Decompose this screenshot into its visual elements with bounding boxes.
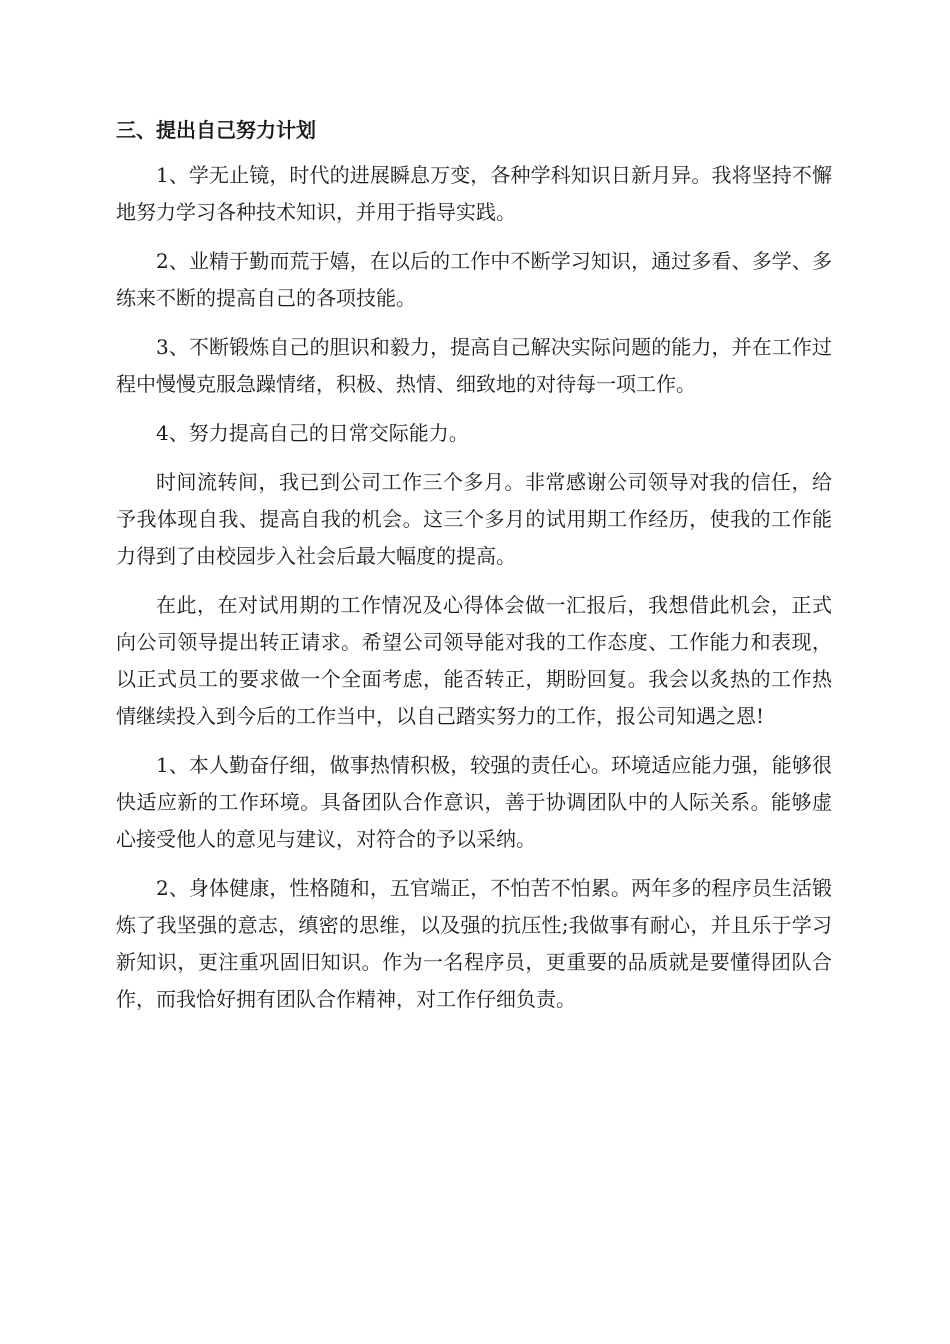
- paragraph-reflection: 时间流转间，我已到公司工作三个多月。非常感谢公司领导对我的信任，给予我体现自我、提高自我的机会。这三个多月的试用期工作经历，使我的工作能力得到了由校园步入社会后最大幅度的提高。: [116, 470, 832, 568]
- paragraph-plan-1: 1、学无止镜，时代的进展瞬息万变，各种学科知识日新月异。我将坚持不懈地努力学习各种技术知识，并用于指导实践。: [116, 163, 832, 224]
- paragraph-self-2: 2、身体健康，性格随和，五官端正，不怕苦不怕累。两年多的程序员生活锻炼了我坚强的意志，缜密的思维，以及强的抗压性;我做事有耐心，并且乐于学习新知识，更注重巩固旧知识。作为一名程序员，更重要的品质就是要懂得团队合作，而我恰好拥有团队合作精神，对工作仔细负责。: [116, 876, 832, 1011]
- paragraph-request: 在此，在对试用期的工作情况及心得体会做一汇报后，我想借此机会，正式向公司领导提出转正请求。希望公司领导能对我的工作态度、工作能力和表现，以正式员工的要求做一个全面考虑，能否转正，期盼回复。我会以炙热的工作热情继续投入到今后的工作当中，以自己踏实努力的工作，报公司知遇之恩!: [116, 593, 832, 728]
- paragraph-plan-3: 3、不断锻炼自己的胆识和毅力，提高自己解决实际问题的能力，并在工作过程中慢慢克服急躁情绪，积极、热情、细致地的对待每一项工作。: [116, 335, 832, 396]
- paragraph-self-1: 1、本人勤奋仔细，做事热情积极，较强的责任心。环境适应能力强，能够很快适应新的工作环境。具备团队合作意识，善于协调团队中的人际关系。能够虚心接受他人的意见与建议，对符合的予以采纳。: [116, 753, 832, 851]
- document-body: [116, 112, 832, 1030]
- paragraph-plan-2: 2、业精于勤而荒于嬉，在以后的工作中不断学习知识，通过多看、多学、多练来不断的提高自己的各项技能。: [116, 249, 832, 310]
- paragraph-plan-4: 4、努力提高自己的日常交际能力。: [156, 421, 469, 445]
- section-heading: 三、提出自己努力计划: [116, 118, 316, 142]
